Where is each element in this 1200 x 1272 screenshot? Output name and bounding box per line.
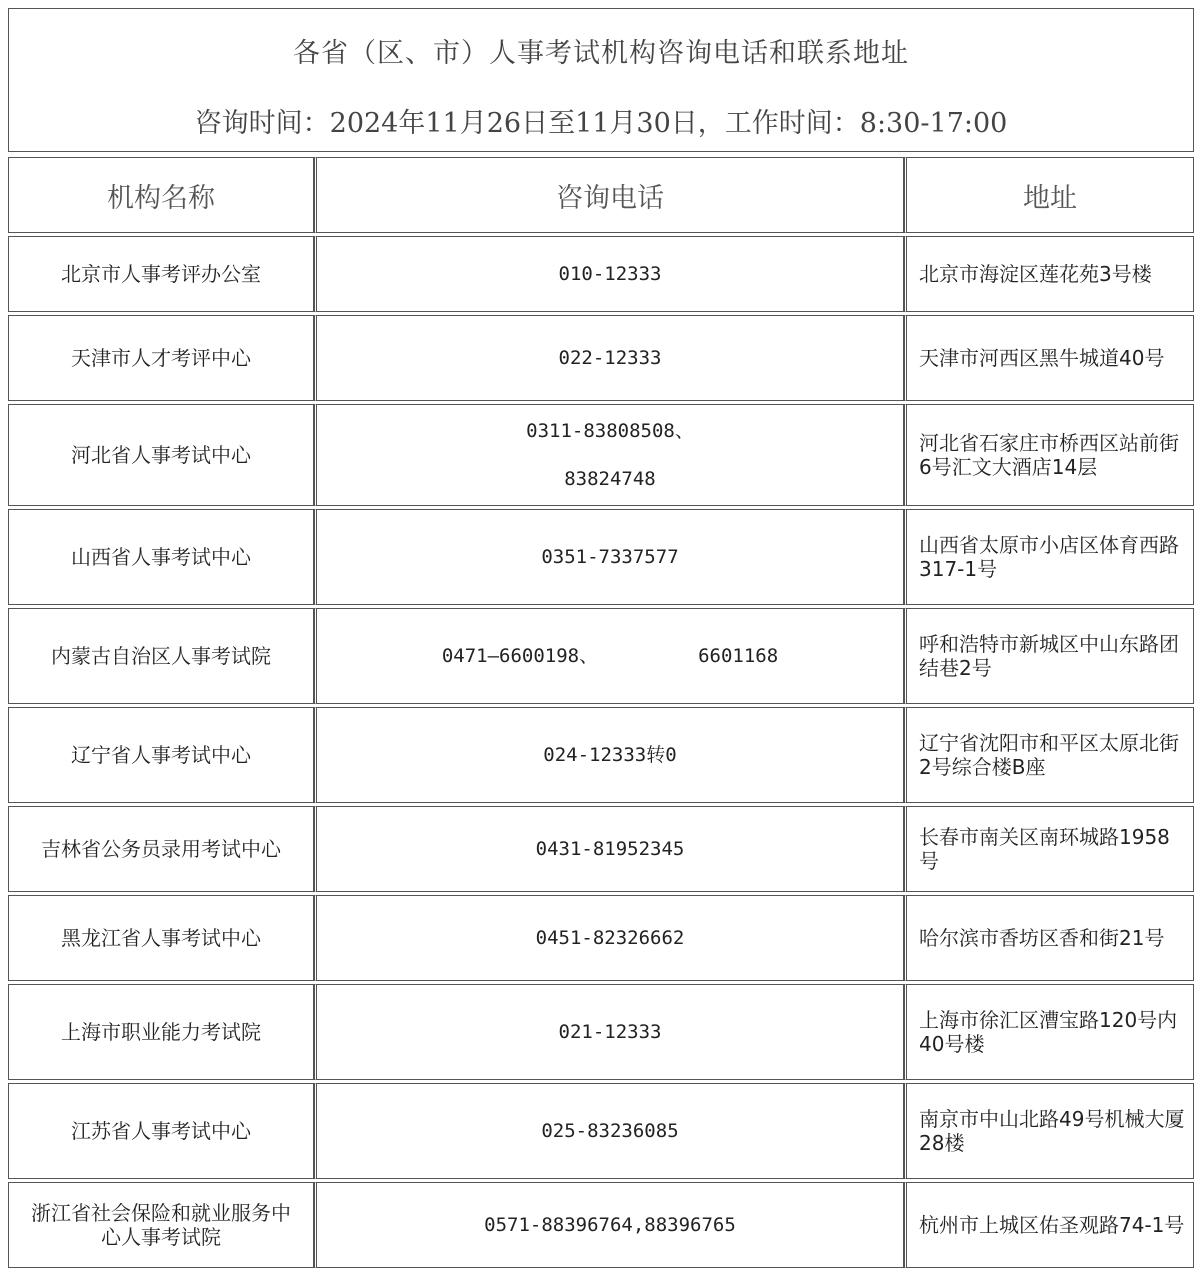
page-title: 各省（区、市）人事考试机构咨询电话和联系地址: [293, 38, 909, 69]
org-phone-line2: 83824748: [564, 468, 656, 490]
org-address: 杭州市上城区佑圣观路74-1号: [904, 1182, 1194, 1268]
org-address: 南京市中山北路49号机械大厦28楼: [904, 1083, 1194, 1179]
contact-table: [8, 154, 1194, 1271]
table-row: [8, 608, 1194, 704]
org-phone: 0571-88396764,88396765: [314, 1182, 904, 1268]
org-phone: [314, 608, 904, 704]
org-address: 天津市河西区黑牛城道40号: [904, 315, 1194, 401]
org-name: 黑龙江省人事考试中心: [8, 895, 314, 981]
org-name: 吉林省公务员录用考试中心: [8, 806, 314, 892]
consult-time: 咨询时间：2024年11月26日至11月30日，工作时间：8:30-17:00: [194, 108, 1008, 139]
page-frame: [8, 8, 1194, 1249]
table-row: [8, 236, 1194, 312]
org-address: 山西省太原市小店区体育西路317-1号: [904, 509, 1194, 605]
org-phone: 021-12333: [314, 984, 904, 1080]
org-name: 浙江省社会保险和就业服务中心人事考试院: [8, 1182, 314, 1268]
table-row: [8, 895, 1194, 981]
table-row: [8, 1083, 1194, 1179]
column-header-address: 地址: [904, 157, 1194, 233]
table-row: [8, 806, 1194, 892]
table-row: [8, 1182, 1194, 1268]
org-name: 上海市职业能力考试院: [8, 984, 314, 1080]
table-header-row: [8, 157, 1194, 233]
table-row: [8, 707, 1194, 803]
org-phone: 024-12333转0: [314, 707, 904, 803]
table-header-box: [8, 8, 1194, 152]
org-address: 北京市海淀区莲花苑3号楼: [904, 236, 1194, 312]
org-address: 辽宁省沈阳市和平区太原北街2号综合楼B座: [904, 707, 1194, 803]
org-phone: 010-12333: [314, 236, 904, 312]
org-phone: 0431-81952345: [314, 806, 904, 892]
org-name: 辽宁省人事考试中心: [8, 707, 314, 803]
org-phone: 0451-82326662: [314, 895, 904, 981]
org-name: 山西省人事考试中心: [8, 509, 314, 605]
org-name: 北京市人事考评办公室: [8, 236, 314, 312]
org-phone: 022-12333: [314, 315, 904, 401]
org-address: 河北省石家庄市桥西区站前街6号汇文大酒店14层: [904, 404, 1194, 506]
org-address: 呼和浩特市新城区中山东路团结巷2号: [904, 608, 1194, 704]
column-header-name: 机构名称: [8, 157, 314, 233]
org-phone-line1: 0311-83808508、: [526, 420, 694, 442]
org-address: 上海市徐汇区漕宝路120号内40号楼: [904, 984, 1194, 1080]
table-row: [8, 509, 1194, 605]
org-address: 哈尔滨市香坊区香和街21号: [904, 895, 1194, 981]
org-phone-part2: 6601168: [698, 645, 779, 667]
org-name: 天津市人才考评中心: [8, 315, 314, 401]
org-phone: [314, 404, 904, 506]
table-row: [8, 984, 1194, 1080]
org-name: 河北省人事考试中心: [8, 404, 314, 506]
org-address: 长春市南关区南环城路1958号: [904, 806, 1194, 892]
org-phone: 0351-7337577: [314, 509, 904, 605]
table-row: [8, 315, 1194, 401]
org-phone-part1: 0471—6600198、: [441, 645, 599, 667]
org-name: 江苏省人事考试中心: [8, 1083, 314, 1179]
table-row: [8, 404, 1194, 506]
org-name: 内蒙古自治区人事考试院: [8, 608, 314, 704]
org-phone: 025-83236085: [314, 1083, 904, 1179]
column-header-phone: 咨询电话: [314, 157, 904, 233]
